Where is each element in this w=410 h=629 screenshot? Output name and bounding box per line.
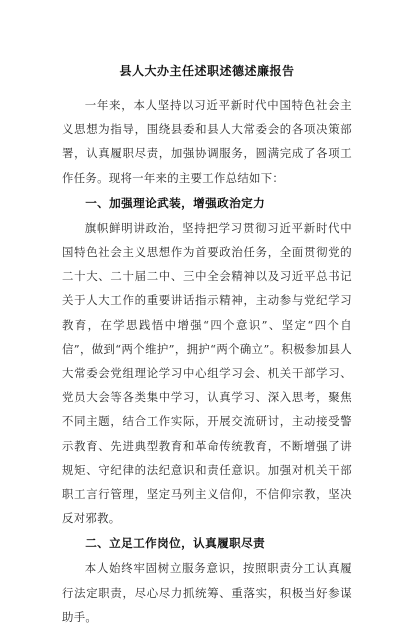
section-body-1: 旗帜鲜明讲政治，坚持把学习贯彻习近平新时代中国特色社会主义思想作为首要政治任务，全面贯彻党的二十大、二十届二中、三中全会精神以及习近平总书记关于人大工作的重要讲话指示精神，主动参与党纪学习教育，在学思践悟中增强“四个意识”、坚定“四个自信”，做到“两个维护”，拥护“两个确立”。积极参加县人大常委会党组理论学习中心组学习会、机关干部学习、党员大会等各类集中学习，认真学习、深入思考，聚焦不同主题，结合工作实际，开展交流研讨，主动接受警示教育、先进典型教育和革命传统教育，不断增强了讲规矩、守纪律的法纪意识和责任意识。加强对机关干部职工言行管理，坚定马列主义信仰，不信仰宗教，坚决反对邪教。 — [62, 220, 352, 526]
document-title: 县人大办主任述职述德述廉报告 — [119, 64, 295, 78]
intro-paragraph: 一年来，本人坚持以习近平新时代中国特色社会主义思想为指导，围绕县委和县人大常委会的各项决策部署，认真履职尽责，加强协调服务，圆满完成了各项工作任务。现将一年来的主要工作总结如下： — [62, 98, 352, 185]
section-body-2: 本人始终牢固树立服务意识，按照职责分工认真履行法定职责，尽心尽力抓统筹、重落实，积极当好参谋助手。 — [62, 561, 352, 624]
section-heading-2: 二、立足工作岗位，认真履职尽责 — [85, 536, 266, 551]
section-heading-1: 一、加强理论武装，增强政治定力 — [85, 195, 266, 210]
